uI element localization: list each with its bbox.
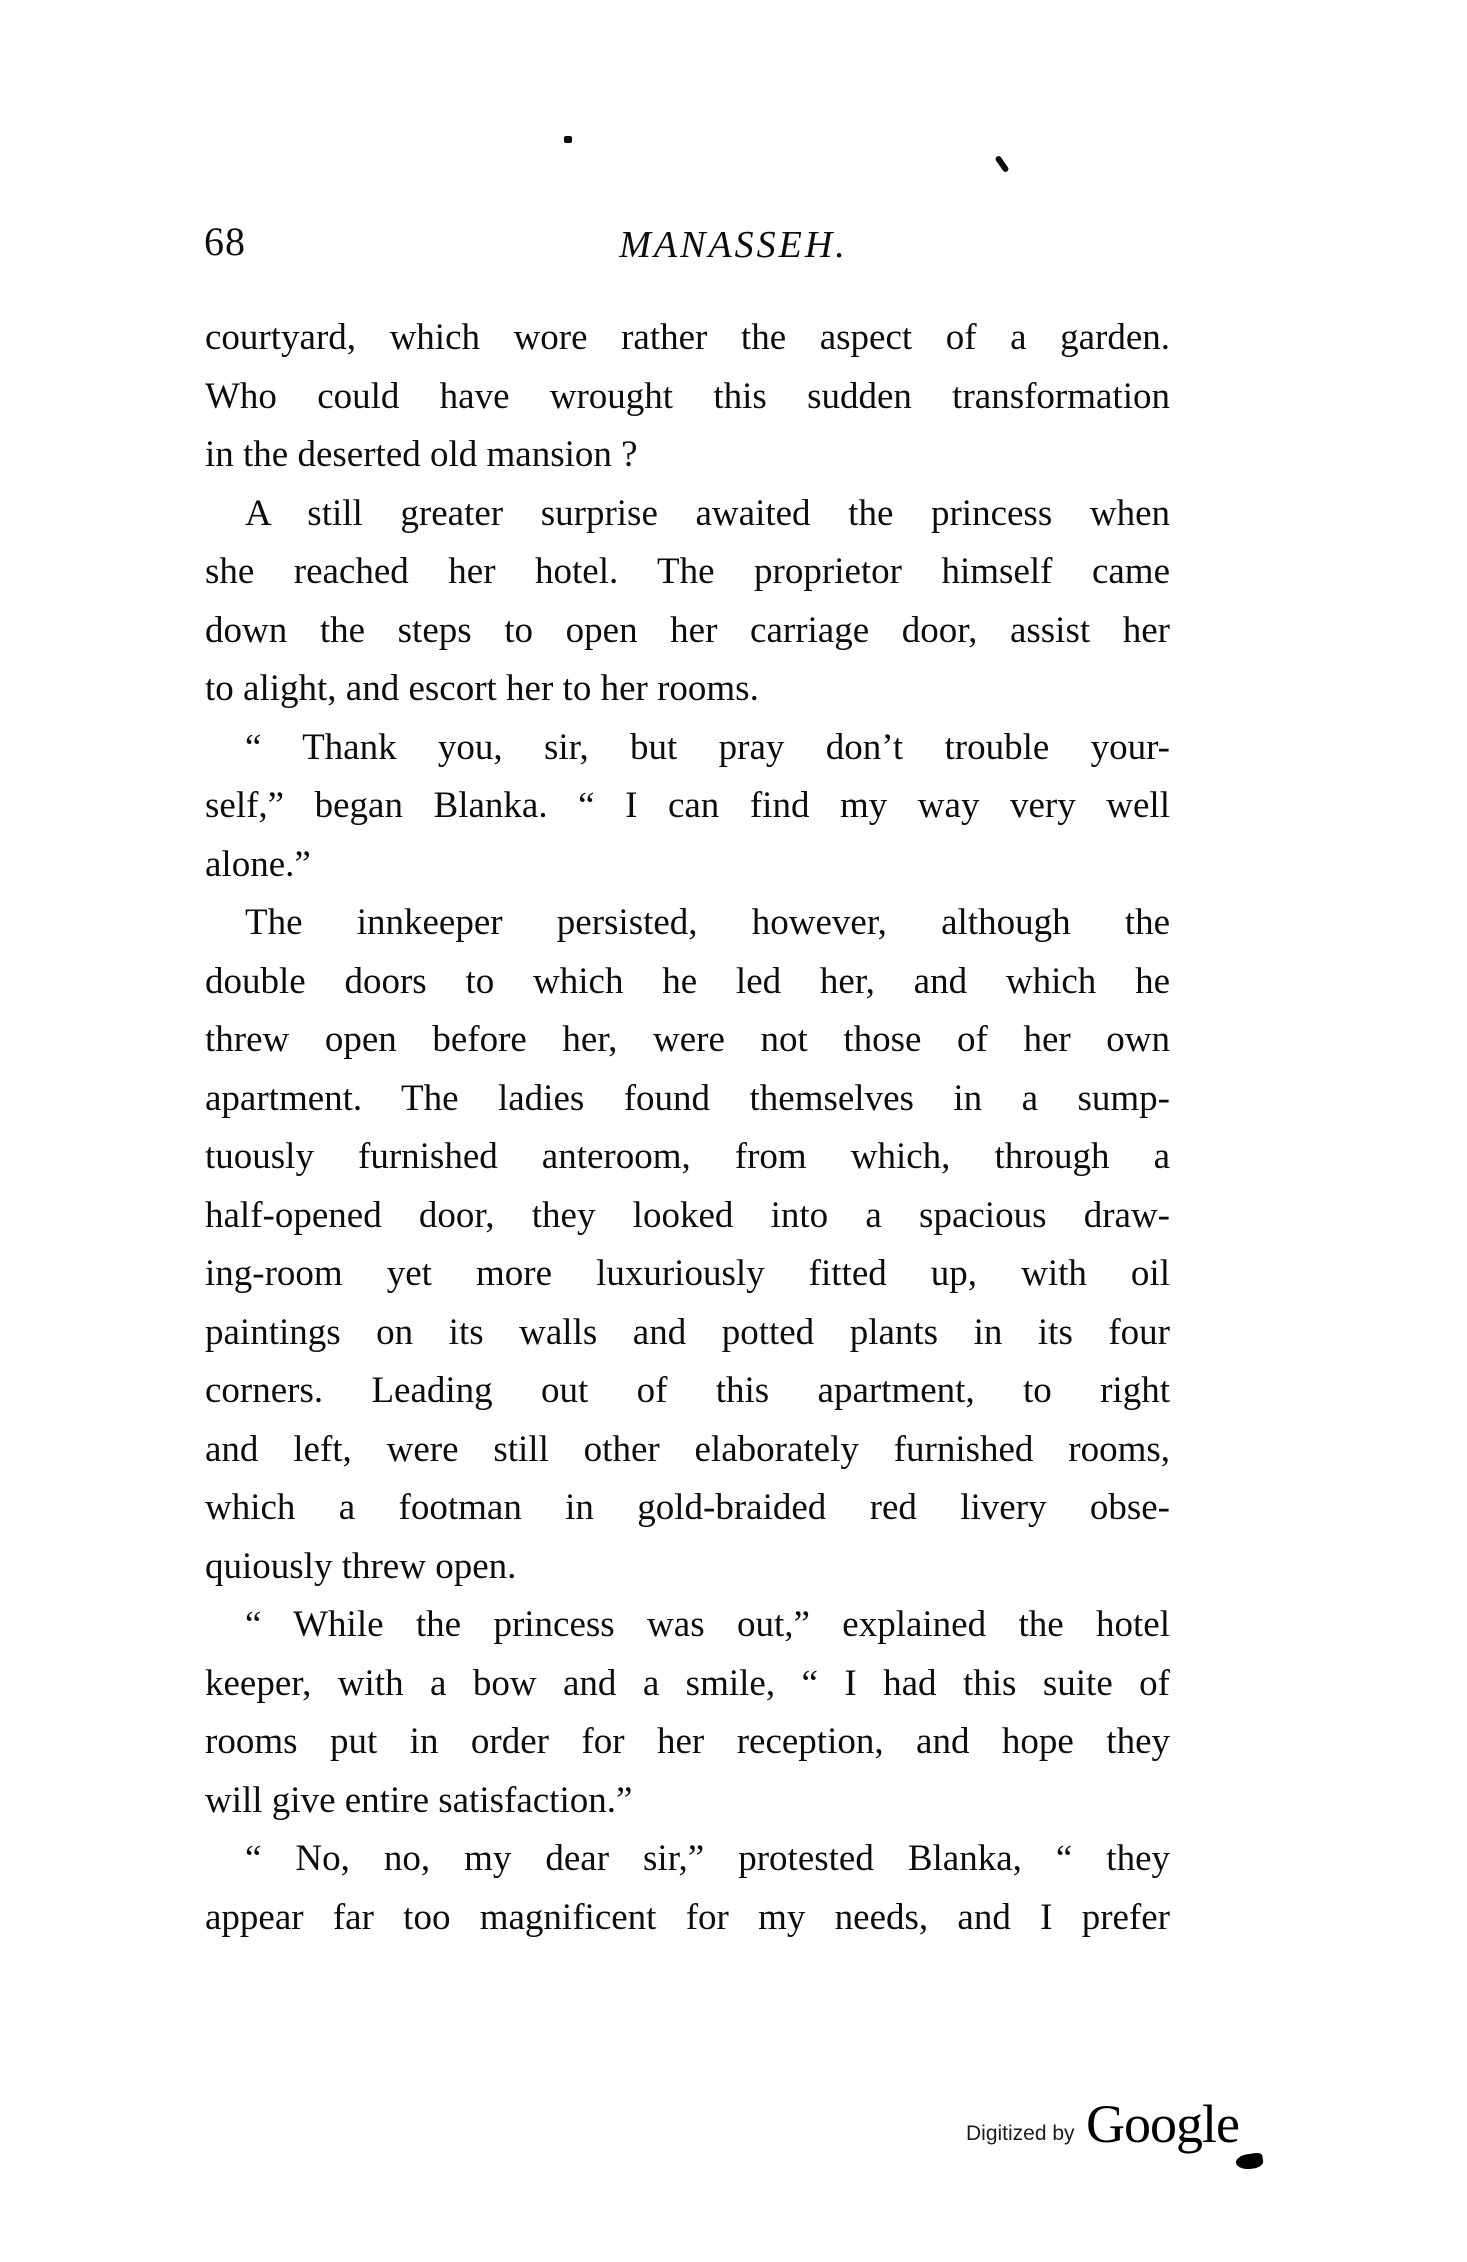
text-line: she reached her hotel. The proprietor himself came <box>205 551 1170 592</box>
text-line: to alight, and escort her to her rooms. <box>205 668 759 709</box>
text-line: apartment. The ladies found themselves in a sump- <box>205 1077 1170 1119</box>
text-line: courtyard, which wore rather the aspect of a garden. <box>205 317 1170 358</box>
text-line: tuously furnished anteroom, from which, through a <box>205 1136 1170 1177</box>
text-line: down the steps to open her carriage door, assist her <box>205 609 1170 651</box>
text-line: quiously threw open. <box>205 1545 517 1587</box>
google-logo: Google <box>1086 2094 1239 2154</box>
text-line: self,” began Blanka. “ I can find my way very well <box>205 785 1170 826</box>
text-line: which a footman in gold-braided red livery obse- <box>205 1487 1170 1528</box>
text-line: A still greater surprise awaited the princess when <box>245 492 1170 534</box>
text-line: threw open before her, were not those of her own <box>205 1019 1170 1060</box>
text-line: Who could have wrought this sudden transformation <box>205 375 1170 417</box>
text-line: will give entire satisfaction.” <box>205 1779 633 1821</box>
text-line: double doors to which he led her, and which he <box>205 960 1170 1002</box>
text-line: half-opened door, they looked into a spacious draw- <box>205 1194 1170 1236</box>
text-line: appear far too magnificent for my needs, and I prefer <box>205 1896 1170 1938</box>
ink-smudge <box>1235 2152 1264 2171</box>
ink-mark <box>994 155 1009 173</box>
text-line: and left, were still other elaborately furnished rooms, <box>205 1428 1170 1470</box>
text-line: alone.” <box>205 843 311 885</box>
text-line: The innkeeper persisted, however, although the <box>245 902 1170 943</box>
running-header-title: MANASSEH. <box>619 224 848 266</box>
text-line: ing-room yet more luxuriously fitted up, with oil <box>205 1253 1170 1294</box>
text-line: paintings on its walls and potted plants in its four <box>205 1311 1170 1353</box>
page-number: 68 <box>204 219 246 264</box>
ink-speck <box>564 136 572 143</box>
text-line: “ No, no, my dear sir,” protested Blanka, “ they <box>245 1838 1170 1879</box>
text-line: “ While the princess was out,” explained the hotel <box>245 1604 1170 1645</box>
digitized-by-label: Digitized by <box>966 2122 1075 2145</box>
text-line: keeper, with a bow and a smile, “ I had this suite of <box>205 1662 1170 1704</box>
text-line: in the deserted old mansion ? <box>205 434 638 475</box>
body-text <box>205 309 1170 1947</box>
text-line: rooms put in order for her reception, and hope they <box>205 1721 1170 1762</box>
text-line: corners. Leading out of this apartment, to right <box>205 1370 1170 1411</box>
text-line: “ Thank you, sir, but pray don’t trouble your- <box>245 726 1170 768</box>
